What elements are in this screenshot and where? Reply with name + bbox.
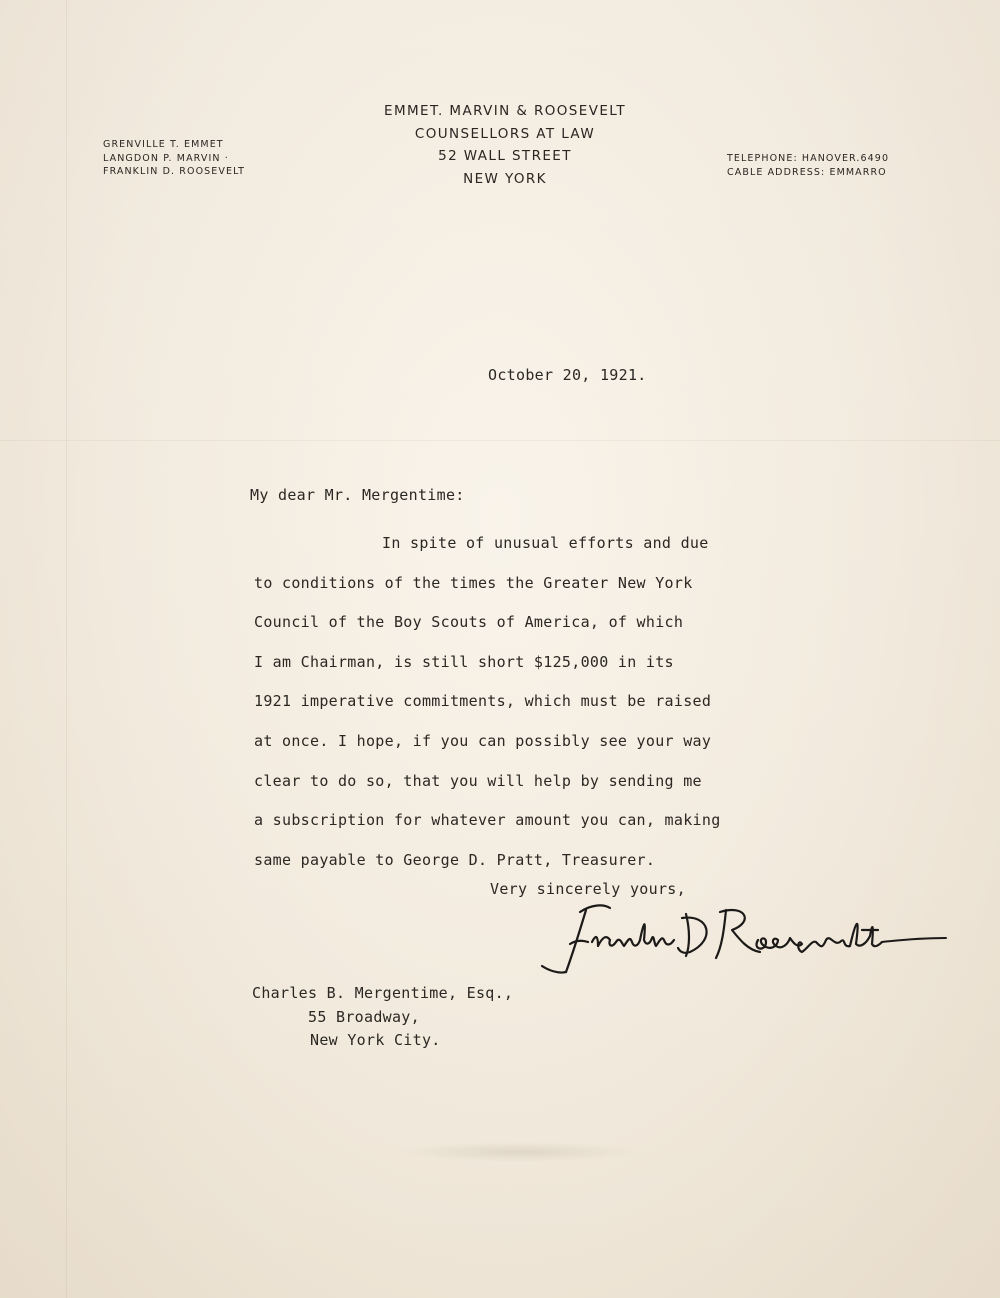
body-line: same payable to George D. Pratt, Treasurer. [254,850,656,869]
fold-crease [0,440,1000,441]
body-line: clear to do so, that you will help by sending me [254,771,702,790]
letter-body [254,524,721,880]
telephone-line: TELEPHONE: HANOVER.6490 [727,153,890,164]
body-line: a subscription for whatever amount you can, making [254,811,721,830]
letterhead-center [330,100,680,190]
letter-date: October 20, 1921. [488,366,647,384]
partner-name: GRENVILLE T. EMMET [103,139,224,150]
signature-icon [540,900,950,980]
body-line: I am Chairman, is still short $125,000 in its [254,652,674,671]
letterhead-partners [103,138,245,179]
partner-name: FRANKLIN D. ROOSEVELT [103,166,246,177]
body-line: 1921 imperative commitments, which must be raised [254,692,712,711]
body-line: to conditions of the times the Greater New York [254,573,693,592]
body-line: In spite of unusual efforts and due [382,534,709,552]
partner-name: LANGDON P. MARVIN · [103,152,229,164]
firm-subtitle: COUNSELLORS AT LAW [414,125,596,142]
firm-city: NEW YORK [463,170,547,187]
recipient-city: New York City. [310,1031,441,1049]
cable-address-line: CABLE ADDRESS: EMMARRO [727,166,887,178]
firm-name: EMMET. MARVIN & ROOSEVELT [384,103,626,119]
closing: Very sincerely yours, [490,880,686,898]
body-line: at once. I hope, if you can possibly see your way [254,731,712,750]
recipient-street: 55 Broadway, [308,1007,420,1026]
paper-smudge [400,1142,640,1162]
salutation: My dear Mr. Mergentime: [250,486,465,504]
firm-street: 52 WALL STREET [438,148,572,164]
body-line: Council of the Boy Scouts of America, of which [254,613,684,632]
paper-edge-line [66,0,67,1298]
letterhead-contact [727,152,889,179]
recipient-name: Charles B. Mergentime, Esq., [252,984,514,1002]
recipient-address [252,982,513,1053]
